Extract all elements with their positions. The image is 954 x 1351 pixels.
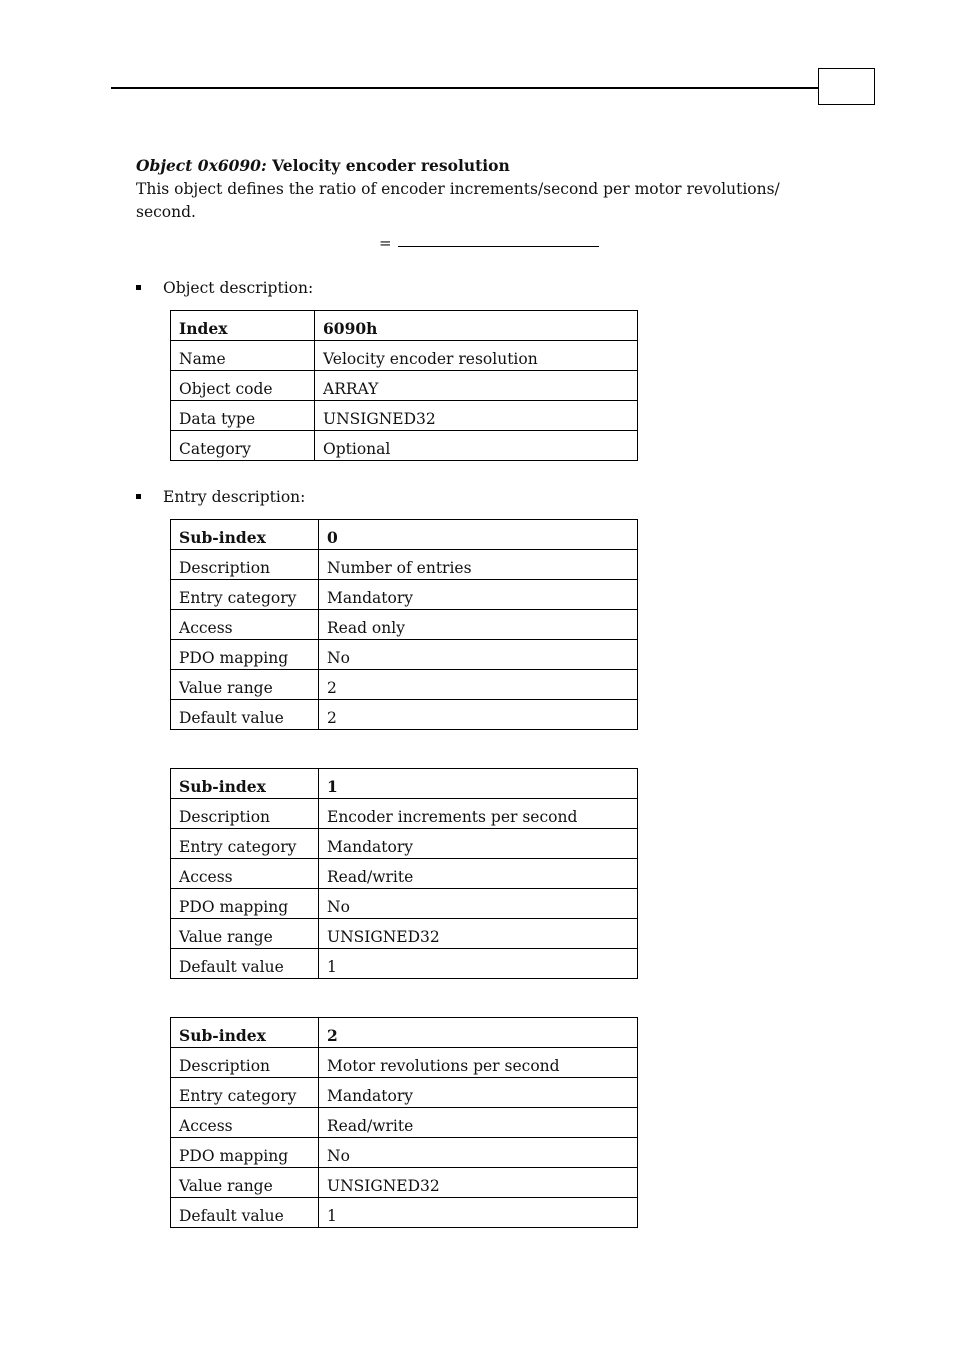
equation-symbol: = (379, 234, 392, 252)
table-row (171, 859, 638, 889)
table-row (171, 1168, 638, 1198)
row-label-cell: PDO mapping (171, 640, 319, 670)
row-value-cell: UNSIGNED32 (319, 1168, 638, 1198)
table-row (171, 640, 638, 670)
row-value-cell: Mandatory (319, 829, 638, 859)
table-row (171, 1198, 638, 1228)
bullet-square-icon (136, 285, 141, 290)
row-value-cell: 1 (319, 949, 638, 979)
row-label-cell: Default value (171, 700, 319, 730)
row-value-cell: 2 (319, 670, 638, 700)
table-row (171, 580, 638, 610)
object-heading (136, 156, 510, 175)
entry-table-sub-2 (170, 1017, 638, 1228)
table-row (171, 431, 638, 461)
entry-table-rows (171, 769, 638, 979)
table-row (171, 799, 638, 829)
row-label-cell: Sub-index (171, 520, 319, 550)
row-label-cell: Default value (171, 1198, 319, 1228)
row-value-cell: 2 (319, 1018, 638, 1048)
row-label-cell: Sub-index (171, 769, 319, 799)
entry-table-sub-0 (170, 519, 638, 730)
object-description-label: Object description: (163, 279, 314, 297)
table-row (171, 520, 638, 550)
entry-description-label: Entry description: (163, 488, 306, 506)
table-row (171, 769, 638, 799)
row-label-cell: Access (171, 610, 319, 640)
row-label-cell: Sub-index (171, 1018, 319, 1048)
row-value-cell: Read only (319, 610, 638, 640)
table-row (171, 949, 638, 979)
row-value-cell: UNSIGNED32 (315, 401, 638, 431)
row-value-cell: ARRAY (315, 371, 638, 401)
object-id: Object 0x6090: (136, 156, 267, 175)
row-label-cell: Data type (171, 401, 315, 431)
row-value-cell: Read/write (319, 1108, 638, 1138)
table-row (171, 700, 638, 730)
row-value-cell: 6090h (315, 311, 638, 341)
row-label-cell: Value range (171, 670, 319, 700)
entry-description-bullet (136, 488, 305, 506)
row-value-cell: Number of entries (319, 550, 638, 580)
table-row (171, 919, 638, 949)
row-value-cell: Motor revolutions per second (319, 1048, 638, 1078)
row-value-cell: Velocity encoder resolution (315, 341, 638, 371)
row-label-cell: Default value (171, 949, 319, 979)
row-label-cell: Value range (171, 1168, 319, 1198)
row-value-cell: 0 (319, 520, 638, 550)
table-row (171, 401, 638, 431)
row-label-cell: Access (171, 1108, 319, 1138)
table-row (171, 889, 638, 919)
equation-fraction-line (398, 246, 599, 247)
table-row (171, 829, 638, 859)
page-number-box (818, 68, 875, 105)
table-row (171, 371, 638, 401)
table-row (171, 1108, 638, 1138)
object-description-rows (171, 311, 638, 461)
row-value-cell: No (319, 889, 638, 919)
object-description-table (170, 310, 638, 461)
object-title: Velocity encoder resolution (272, 156, 510, 175)
row-label-cell: Category (171, 431, 315, 461)
row-value-cell: No (319, 1138, 638, 1168)
table-row (171, 1048, 638, 1078)
row-value-cell: 1 (319, 769, 638, 799)
object-description-bullet (136, 279, 313, 297)
row-value-cell: Mandatory (319, 1078, 638, 1108)
row-label-cell: Index (171, 311, 315, 341)
table-row (171, 610, 638, 640)
row-value-cell: Encoder increments per second (319, 799, 638, 829)
entry-table-rows (171, 520, 638, 730)
row-label-cell: Object code (171, 371, 315, 401)
row-value-cell: Optional (315, 431, 638, 461)
table-row (171, 1018, 638, 1048)
row-label-cell: Value range (171, 919, 319, 949)
header-rule (111, 87, 818, 89)
row-label-cell: Description (171, 550, 319, 580)
row-label-cell: PDO mapping (171, 889, 319, 919)
bullet-square-icon (136, 494, 141, 499)
row-value-cell: Mandatory (319, 580, 638, 610)
row-label-cell: Name (171, 341, 315, 371)
table-row (171, 1138, 638, 1168)
row-label-cell: PDO mapping (171, 1138, 319, 1168)
row-value-cell: 1 (319, 1198, 638, 1228)
row-label-cell: Description (171, 1048, 319, 1078)
table-row (171, 1078, 638, 1108)
row-value-cell: No (319, 640, 638, 670)
row-label-cell: Entry category (171, 1078, 319, 1108)
row-label-cell: Entry category (171, 829, 319, 859)
table-row (171, 670, 638, 700)
row-label-cell: Entry category (171, 580, 319, 610)
table-row (171, 341, 638, 371)
table-row (171, 550, 638, 580)
entry-table-rows (171, 1018, 638, 1228)
table-row (171, 311, 638, 341)
row-value-cell: 2 (319, 700, 638, 730)
object-intro: This object defines the ratio of encoder increments/second per motor revolutions/ second. (136, 180, 780, 221)
row-label-cell: Description (171, 799, 319, 829)
row-value-cell: UNSIGNED32 (319, 919, 638, 949)
row-value-cell: Read/write (319, 859, 638, 889)
entry-table-sub-1 (170, 768, 638, 979)
row-label-cell: Access (171, 859, 319, 889)
